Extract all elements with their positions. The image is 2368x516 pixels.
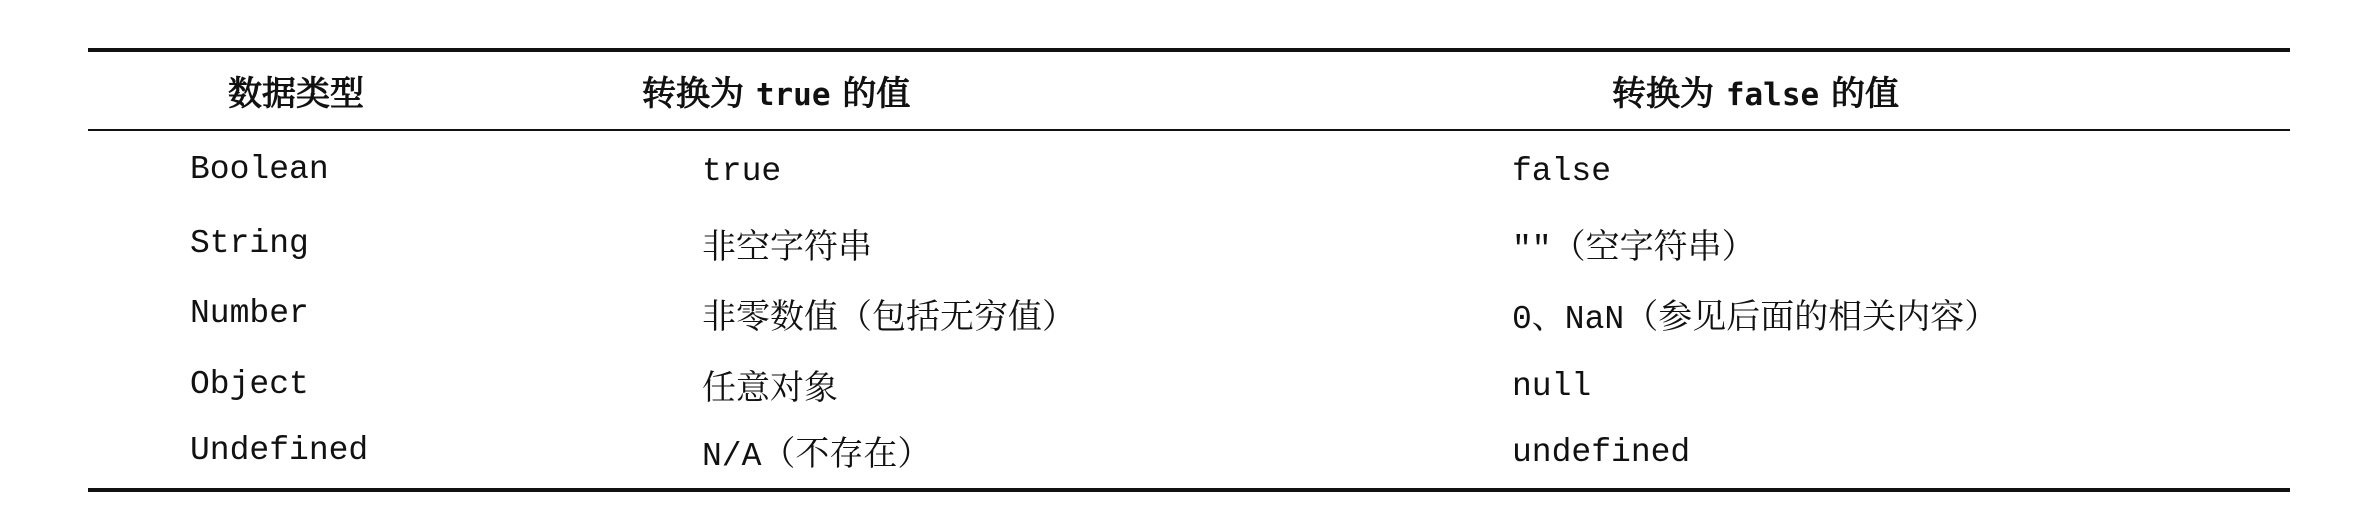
- row-true-text: （不存在）: [761, 434, 932, 475]
- row-false-code: "": [1512, 230, 1552, 268]
- row-type-cell: Object: [190, 365, 309, 403]
- header-to-false-keyword: false: [1725, 77, 1820, 113]
- boolean-conversion-table: [88, 48, 2290, 492]
- row-false-cell: [1512, 349, 2290, 420]
- row-false-cell: [1512, 208, 2290, 279]
- row-false-text: （参见后面的相关内容）: [1624, 297, 1999, 338]
- row-true-text: 非空字符串: [702, 226, 872, 267]
- row-true-cell: [702, 208, 1512, 279]
- header-data-type: [88, 50, 702, 130]
- row-false-code: 0、NaN: [1512, 301, 1625, 339]
- header-row: [88, 50, 2290, 130]
- table-row: [88, 349, 2290, 420]
- table-body: [88, 130, 2290, 490]
- header-to-true-keyword: true: [755, 77, 831, 113]
- table-row: [88, 420, 2290, 491]
- row-true-code: N/A: [702, 438, 762, 476]
- header-to-false-suffix: 的值: [1819, 74, 1900, 114]
- row-type-cell: Number: [190, 295, 309, 333]
- table-row: [88, 279, 2290, 350]
- row-true-text: 非零数值（包括无穷值）: [702, 297, 1076, 338]
- row-true-cell: [702, 279, 1512, 350]
- header-to-false-prefix: 转换为: [1612, 74, 1726, 114]
- table-header: [88, 50, 2290, 130]
- row-type-cell: Boolean: [190, 151, 329, 188]
- row-false-text: （空字符串）: [1551, 226, 1756, 267]
- row-true-cell: [702, 420, 1512, 491]
- header-data-type-label: 数据类型: [228, 74, 364, 114]
- header-to-true: [642, 50, 1512, 130]
- row-true-code: true: [702, 153, 782, 190]
- row-false-code: undefined: [1512, 434, 1691, 472]
- row-type-cell: Undefined: [88, 420, 702, 491]
- row-false-cell: [1512, 420, 2290, 491]
- header-to-true-suffix: 的值: [830, 74, 911, 114]
- row-true-cell: [702, 349, 1512, 420]
- header-to-true-prefix: 转换为: [642, 74, 756, 114]
- table-row: [88, 208, 2290, 279]
- row-true-cell: [702, 130, 1512, 208]
- row-type-cell: String: [190, 224, 309, 262]
- row-false-code: null: [1512, 367, 1592, 405]
- table-row: [88, 130, 2290, 208]
- row-false-code: false: [1512, 153, 1612, 190]
- conversion-table-container: [88, 48, 2290, 492]
- row-false-cell: [1512, 279, 2290, 350]
- header-to-true-wrap: [642, 74, 910, 114]
- row-false-cell: [1512, 130, 2290, 208]
- row-true-text: 任意对象: [702, 367, 838, 408]
- header-to-false: [1512, 50, 2290, 130]
